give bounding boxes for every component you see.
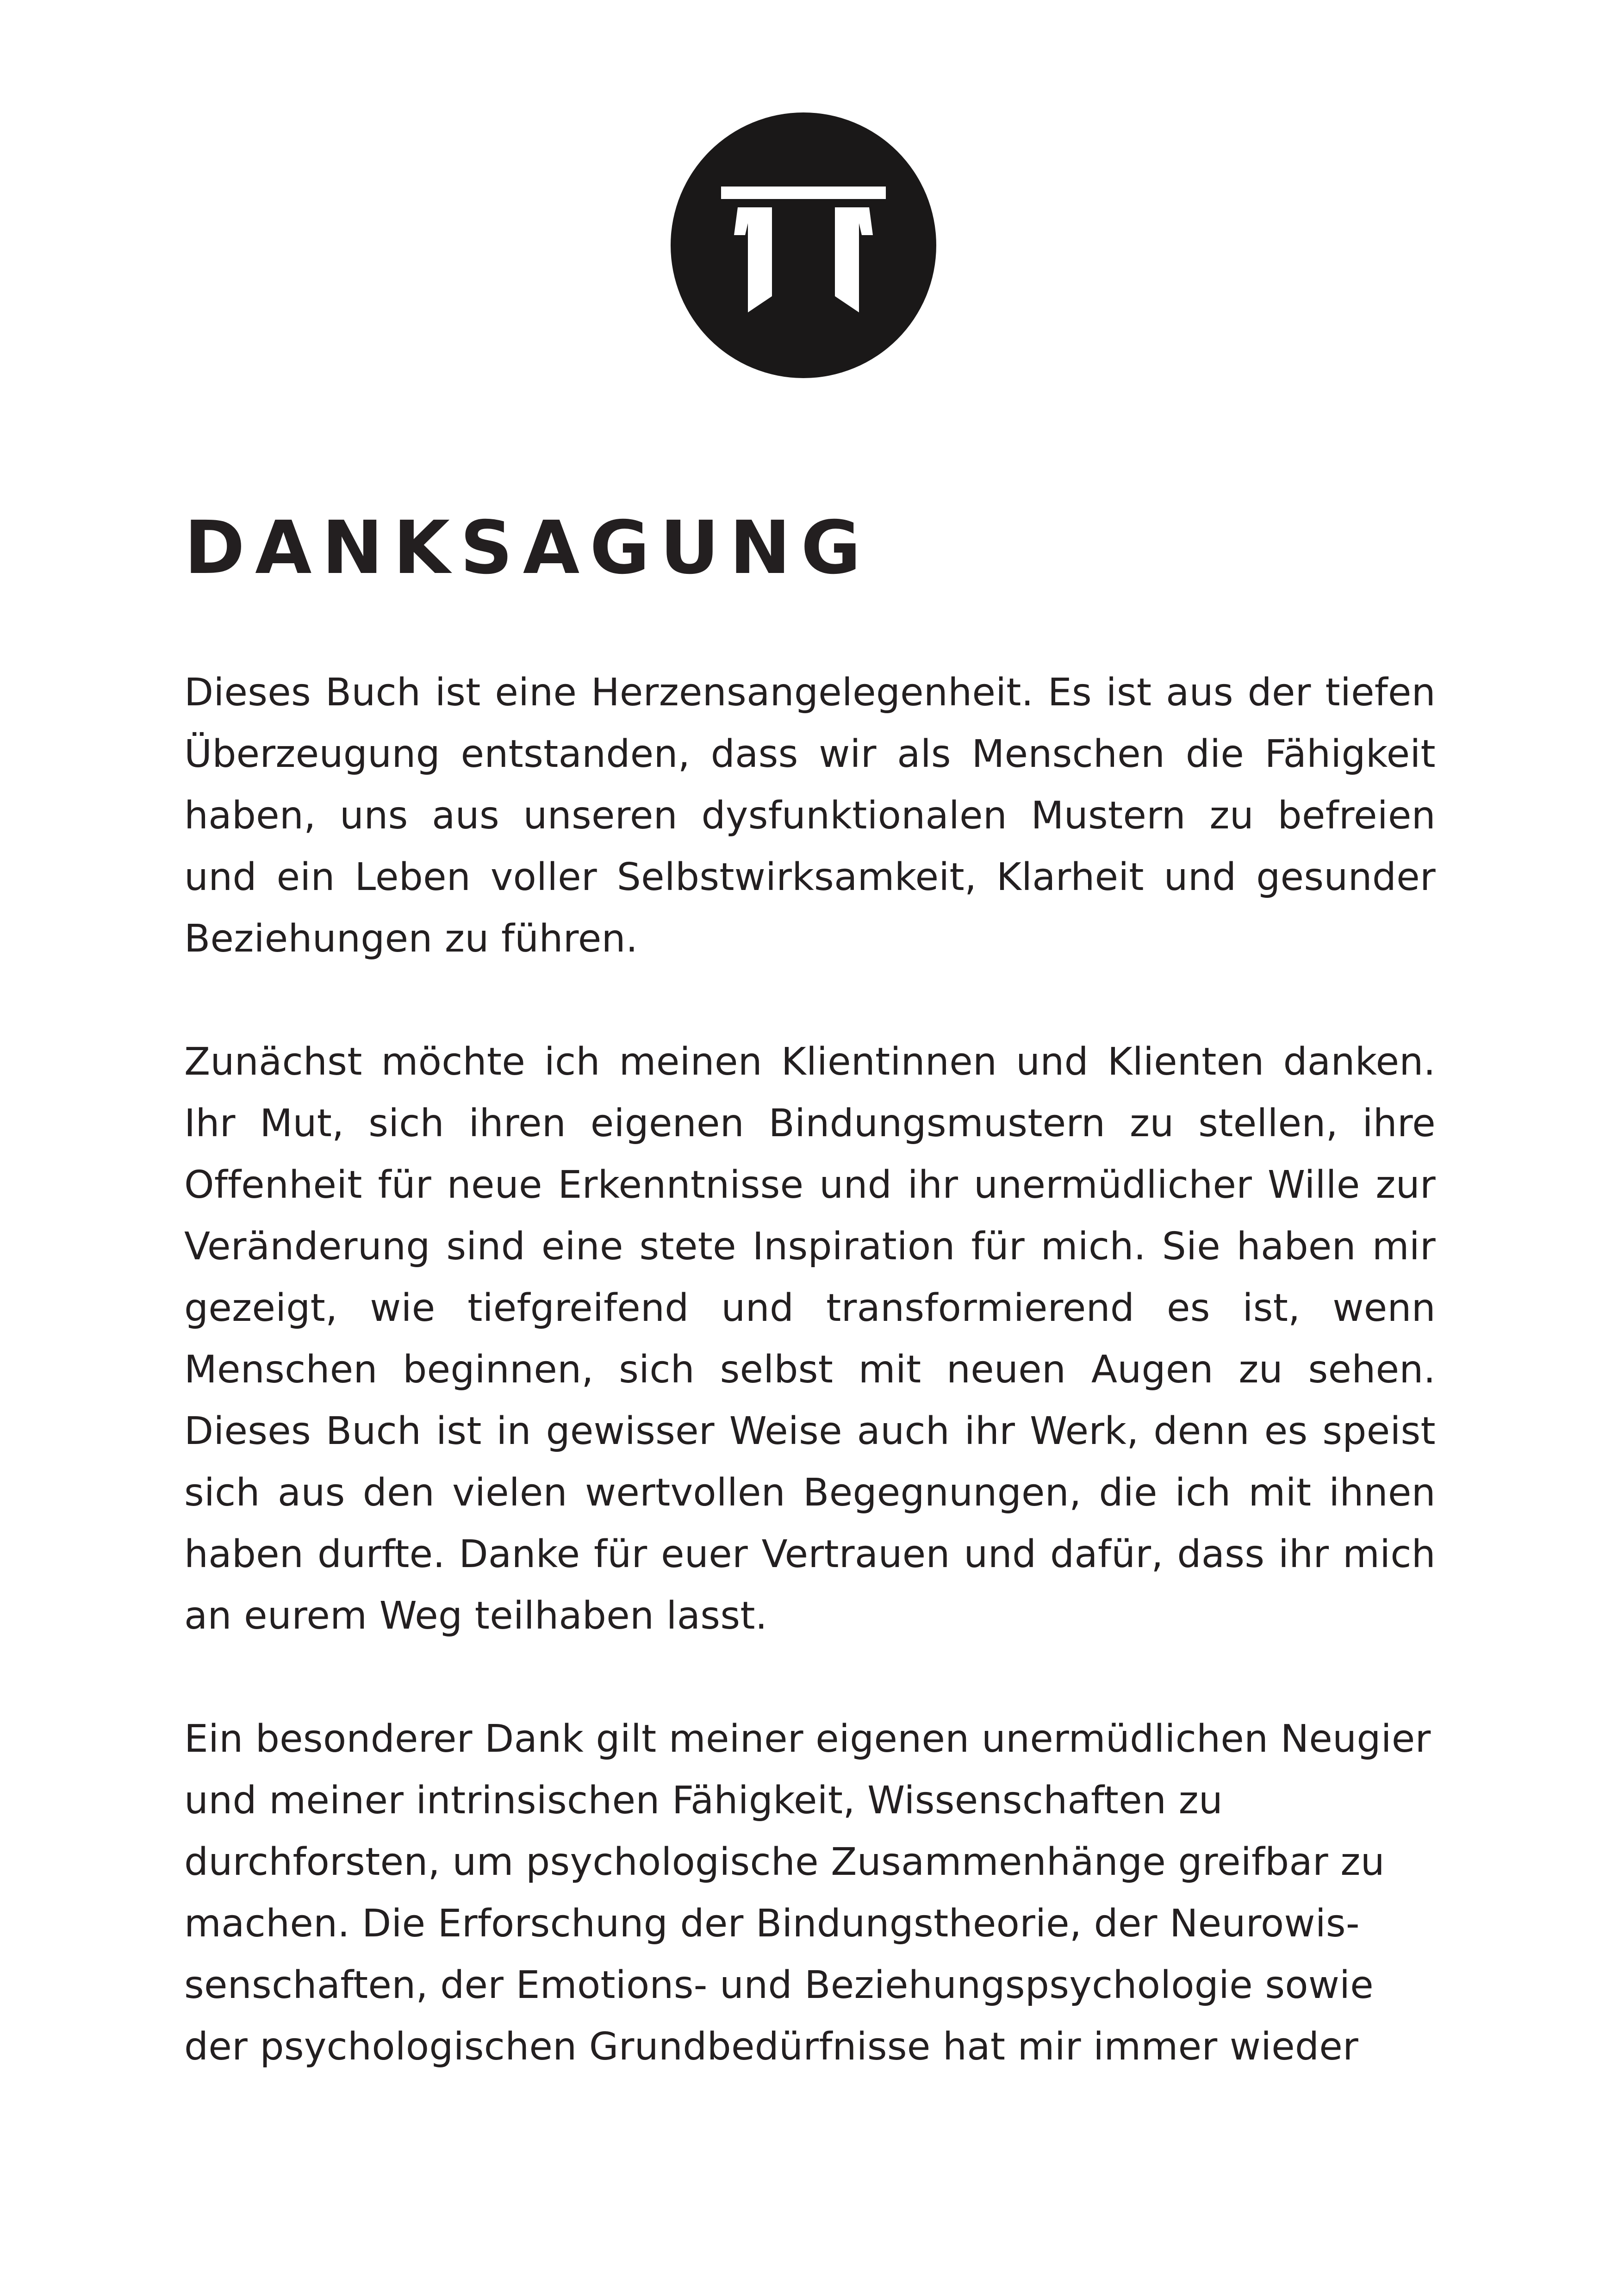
body-text [184, 662, 1436, 2139]
paragraph: Dieses Buch ist eine Herzensangelegenheit. Es ist aus der tiefen Überzeugung entstanden, dass wir als Menschen die Fähigkeit haben, uns aus unseren dysfunktionalen Mustern zu befreien und ein Leben voller Selbstwirksamkeit, Klarheit und gesunder Beziehungen zu führen. [184, 671, 1436, 961]
publisher-monogram-icon [669, 111, 938, 380]
paragraph: Ein besonderer Dank gilt meiner eigenen unermüdlichen Neugier und meiner intrinsischen Fähigkeit, Wissenschaften zu durchforsten, um psychologische Zusammenhänge greifbar zu machen. Die Erforschung der Bindungstheorie, der Neurowissenschaften, der Emotions- und Beziehungspsychologie sowie der psychologischen Grundbedürfnisse hat mir immer wieder [184, 1717, 1431, 2069]
publisher-logo [669, 111, 938, 380]
paragraph: Zunächst möchte ich meinen Klientinnen und Klienten danken. Ihr Mut, sich ihren eigenen Bindungsmustern zu stellen, ihre Offenheit für neue Erkenntnisse und ihr unermüdlicher Wille zur Veränderung sind eine stete Inspiration für mich. Sie haben mir gezeigt, wie tiefgreifend und transformierend es ist, wenn Menschen beginnen, sich selbst mit neuen Augen zu sehen. Dieses Buch ist in gewisser Weise auch ihr Werk, denn es speist sich aus den vielen wertvollen Begegnungen, die ich mit ihnen haben durfte. Danke für euer Vertrauen und dafür, dass ihr mich an eurem Weg teilhaben lasst. [184, 1040, 1436, 1638]
page-title: DANKSAGUNG [184, 505, 871, 591]
